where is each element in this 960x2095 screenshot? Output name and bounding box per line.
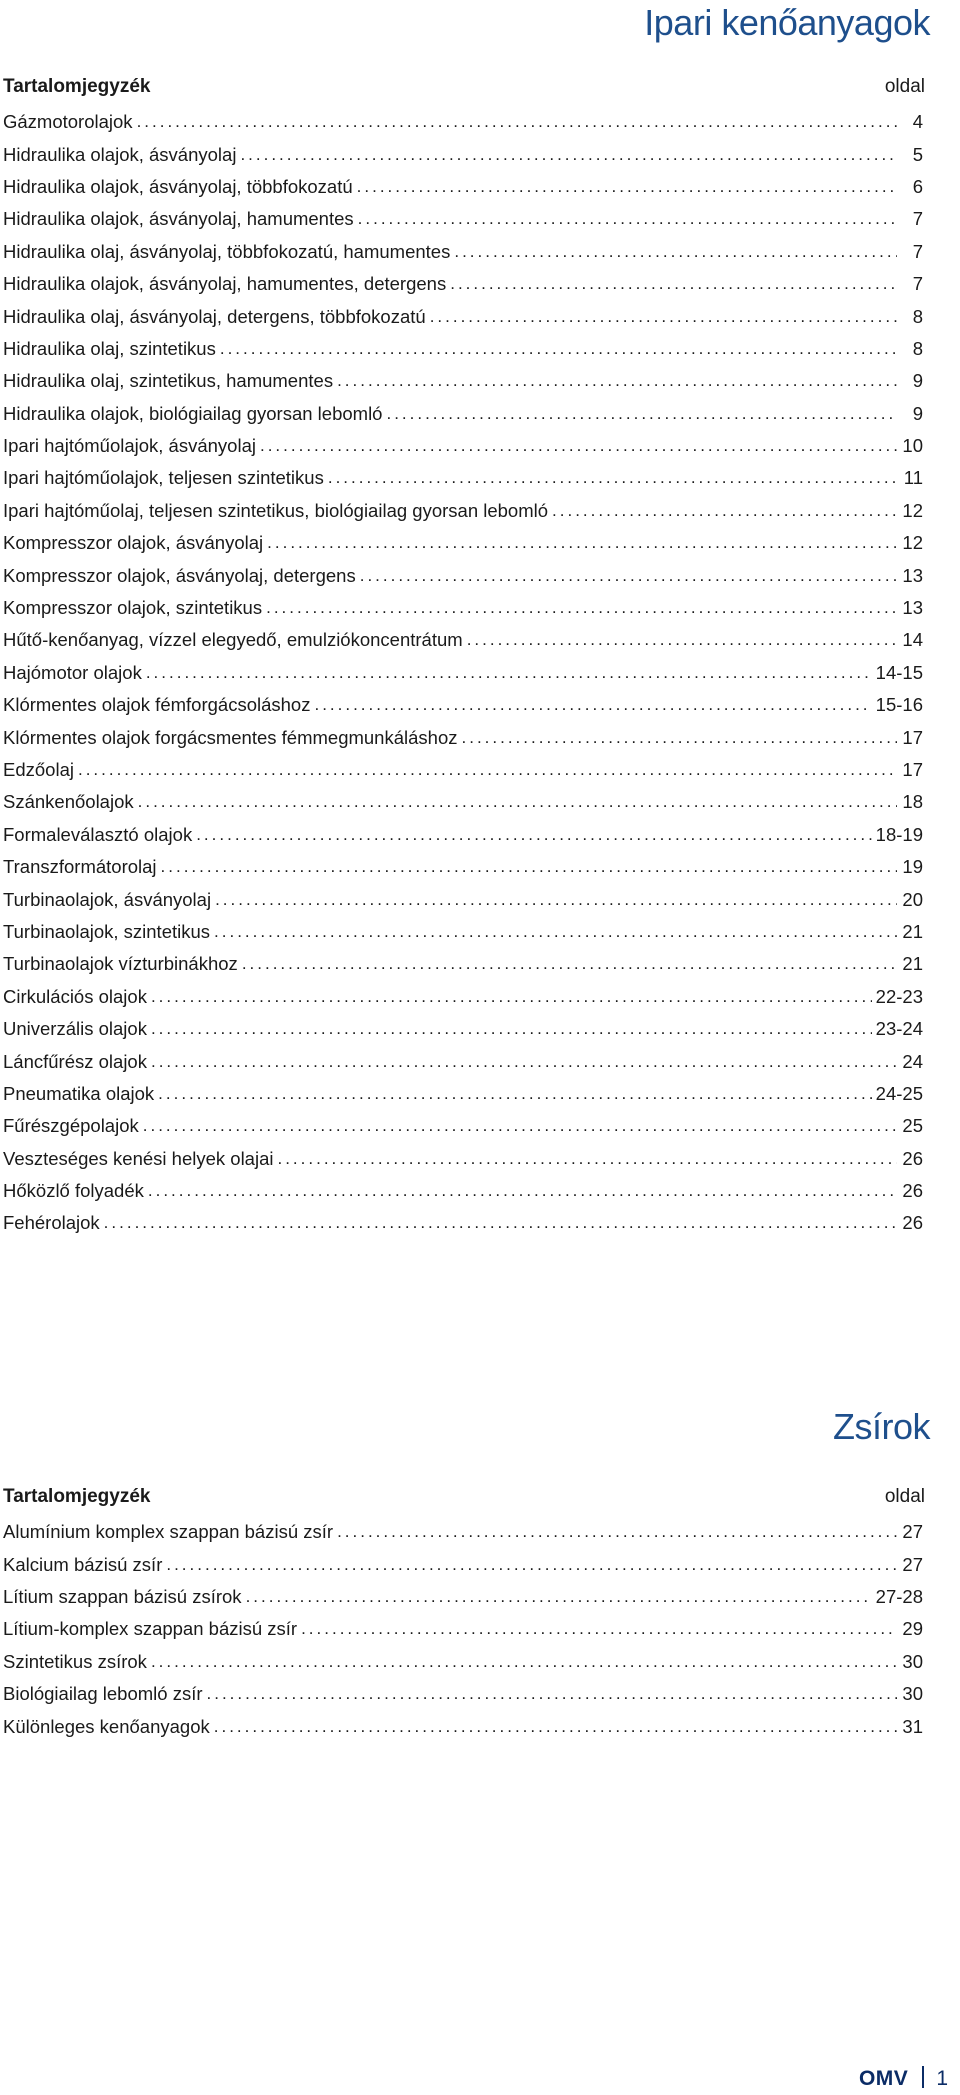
toc-entry-title: Cirkulációs olajok [3, 985, 147, 1007]
page-number: 1 [936, 2067, 948, 2090]
toc-entry[interactable] [3, 559, 923, 591]
toc-entry-title: Turbinaolajok vízturbinákhoz [3, 953, 238, 975]
toc-entry-page: 4 [912, 111, 923, 133]
toc-entry[interactable] [3, 203, 923, 235]
toc-entry-page: 17 [902, 759, 923, 780]
toc-entry[interactable] [3, 883, 923, 915]
toc-entry[interactable] [3, 300, 923, 332]
toc-entry-title: Hajómotor olajok [3, 661, 142, 683]
toc-entry-page: 11 [903, 467, 923, 489]
toc-entry-page: 10 [902, 435, 923, 457]
toc-entry-title: Hidraulika olaj, ásványolaj, többfokozatú, hamumentes [3, 240, 451, 262]
toc-entry-page: 8 [912, 337, 923, 359]
toc-entry[interactable] [3, 1710, 923, 1742]
toc-entry-title: Fűrészgépolajok [3, 1115, 139, 1137]
toc-entry-title: Klórmentes olajok fémforgácsoláshoz [3, 694, 311, 716]
dot-leader [146, 663, 872, 683]
toc-entry-title: Hidraulika olajok, ásványolaj, hamumentes, detergens [3, 273, 447, 295]
toc-entry-title: Különleges kenőanyagok [3, 1715, 210, 1737]
toc-entry-title: Láncfűrész olajok [3, 1050, 147, 1072]
toc-entry[interactable] [3, 171, 923, 203]
toc-entry[interactable] [3, 333, 923, 365]
toc-entry[interactable] [3, 851, 923, 883]
toc-entry[interactable] [3, 1678, 923, 1710]
toc-entry[interactable] [3, 398, 923, 430]
toc-entry-title: Lítium szappan bázisú zsírok [3, 1585, 242, 1607]
dot-leader [104, 1213, 897, 1233]
toc-entry[interactable] [3, 624, 923, 656]
toc-entry-page: 13 [902, 564, 923, 586]
toc-entry-title: Klórmentes olajok forgácsmentes fémmegmunkáláshoz [3, 726, 458, 748]
toc-entry-title: Kompresszor olajok, ásványolaj, detergens [3, 564, 356, 586]
toc-entry-title: Turbinaolajok, szintetikus [3, 920, 211, 942]
toc-entry[interactable] [3, 754, 923, 786]
dot-leader [430, 307, 897, 327]
toc-entry-page: 30 [902, 1683, 923, 1705]
toc-entry-title: Hidraulika olajok, ásványolaj, hamumentes [3, 208, 354, 230]
dot-leader [207, 1684, 898, 1704]
dot-leader [467, 630, 897, 650]
toc-entry-title: Biológiailag lebomló zsír [3, 1683, 203, 1705]
toc-entry-page: 26 [902, 1212, 923, 1234]
dot-leader [242, 954, 897, 974]
toc-entry-title: Fehérolajok [3, 1212, 100, 1234]
dot-leader [214, 1717, 897, 1737]
toc-entry[interactable] [3, 1175, 923, 1207]
dot-leader [337, 371, 897, 391]
toc-header [3, 1486, 925, 1508]
section-title-industrial-lubricants: Ipari kenőanyagok [644, 2, 930, 43]
toc-entry-title: Hidraulika olajok, ásványolaj [3, 143, 237, 165]
dot-leader [360, 566, 897, 586]
toc-entry-page: 8 [912, 305, 923, 327]
toc-entry-title: Veszteséges kenési helyek olajai [3, 1147, 274, 1169]
dot-leader [196, 825, 871, 845]
toc-entry-page: 9 [912, 402, 923, 424]
toc-entry[interactable] [3, 430, 923, 462]
dot-leader [450, 274, 897, 294]
page-footer [859, 2063, 948, 2091]
toc-entry-title: Hidraulika olaj, szintetikus [3, 337, 216, 359]
toc-label: Tartalomjegyzék [3, 1486, 151, 1507]
toc-entry-title: Kompresszor olajok, ásványolaj [3, 532, 264, 554]
toc-entry-title: Hűtő-kenőanyag, vízzel elegyedő, emulziókoncentrátum [3, 629, 463, 651]
toc-entry-page: 21 [902, 953, 923, 975]
dot-leader [328, 468, 897, 488]
toc-entry-title: Gázmotorolajok [3, 111, 133, 133]
toc-entry-title: Hidraulika olaj, ásványolaj, detergens, többfokozatú [3, 305, 426, 327]
toc-entry-title: Hőközlő folyadék [3, 1180, 144, 1202]
toc-entry[interactable] [3, 1110, 923, 1142]
toc-entry-page: 30 [902, 1650, 923, 1672]
toc-entry-page: 31 [902, 1715, 923, 1737]
toc-entry-title: Formaleválasztó olajok [3, 823, 193, 845]
dot-leader [337, 1522, 897, 1542]
toc-entry-title: Szintetikus zsírok [3, 1650, 147, 1672]
toc-entry-page: 5 [912, 143, 923, 165]
toc-entry-page: 14 [902, 629, 923, 651]
toc-entry-page: 15-16 [875, 694, 923, 716]
toc-entry-title: Transzformátorolaj [3, 856, 157, 878]
toc-entry-title: Lítium-komplex szappan bázisú zsír [3, 1618, 298, 1640]
toc-entry[interactable] [3, 819, 923, 851]
toc-entry[interactable] [3, 236, 923, 268]
toc-entry-page: 27 [902, 1553, 923, 1575]
dot-leader [552, 501, 897, 521]
toc-entry-page: 13 [902, 597, 923, 619]
toc-entry-page: 29 [902, 1618, 923, 1640]
toc-entry-page: 25 [902, 1115, 923, 1137]
toc-entry-page: 20 [902, 888, 923, 910]
page-column-label: oldal [884, 1486, 925, 1507]
dot-leader [267, 533, 897, 553]
toc-entry[interactable] [3, 527, 923, 559]
toc-entry[interactable] [3, 495, 923, 527]
toc-entry[interactable] [3, 106, 923, 138]
toc-entry-page: 12 [902, 532, 923, 554]
toc-entry-page: 26 [902, 1180, 923, 1202]
toc-entry-page: 9 [912, 370, 923, 392]
toc-entry-title: Ipari hajtóműolajok, ásványolaj [3, 435, 256, 457]
toc-entry[interactable] [3, 365, 923, 397]
dot-leader [214, 922, 897, 942]
dot-leader [78, 760, 897, 780]
toc-entry-title: Hidraulika olajok, biológiailag gyorsan lebomló [3, 402, 383, 424]
toc-entry[interactable] [3, 657, 923, 689]
dot-leader [151, 987, 872, 1007]
dot-leader [143, 1116, 897, 1136]
dot-leader [215, 890, 897, 910]
dot-leader [277, 1149, 897, 1169]
dot-leader [358, 209, 897, 229]
page-column-label: oldal [884, 76, 925, 97]
toc-entry[interactable] [3, 138, 923, 170]
toc-entry[interactable] [3, 786, 923, 818]
toc-entry[interactable] [3, 1143, 923, 1175]
section-title-greases: Zsírok [832, 1406, 930, 1447]
toc-entry-page: 18 [902, 791, 923, 813]
toc-entry-page: 17 [902, 726, 923, 748]
toc-entry-page: 24-25 [875, 1082, 923, 1104]
toc-entry-page: 7 [912, 240, 923, 262]
dot-leader [158, 1084, 872, 1104]
toc-entry-title: Ipari hajtóműolajok, teljesen szintetikus [3, 467, 324, 489]
toc-entry-page: 14-15 [875, 661, 923, 683]
toc-entry-title: Edzőolaj [3, 759, 74, 780]
toc-entry-title: Alumínium komplex szappan bázisú zsír [3, 1521, 334, 1543]
toc-entry-page: 27-28 [875, 1585, 923, 1607]
dot-leader [151, 1052, 897, 1072]
dot-leader [260, 436, 897, 456]
toc-entry[interactable] [3, 1207, 923, 1239]
toc-entry-title: Univerzális olajok [3, 1018, 147, 1040]
toc-entry-title: Turbinaolajok, ásványolaj [3, 888, 212, 910]
dot-leader [246, 1587, 872, 1607]
toc-entry-page: 6 [912, 175, 923, 197]
dot-leader [220, 339, 897, 359]
toc-entry-page: 24 [902, 1050, 923, 1072]
dot-leader [301, 1619, 897, 1639]
toc-entry-page: 7 [912, 273, 923, 295]
toc-entry[interactable] [3, 948, 923, 980]
toc-entry-page: 27 [902, 1521, 923, 1543]
toc-entry[interactable] [3, 1078, 923, 1110]
dot-leader [266, 598, 897, 618]
toc-entry[interactable] [3, 1013, 923, 1045]
toc-list-greases [3, 1516, 923, 1743]
dot-leader [151, 1019, 872, 1039]
footer-divider [922, 2066, 924, 2088]
toc-entry[interactable] [3, 1045, 923, 1077]
toc-list-industrial-lubricants [3, 106, 923, 1240]
toc-entry[interactable] [3, 981, 923, 1013]
toc-entry[interactable] [3, 916, 923, 948]
toc-entry[interactable] [3, 462, 923, 494]
toc-entry-title: Hidraulika olajok, ásványolaj, többfokozatú [3, 175, 353, 197]
dot-leader [240, 145, 897, 165]
dot-leader [454, 242, 897, 262]
toc-header [3, 76, 925, 98]
dot-leader [386, 404, 897, 424]
dot-leader [161, 857, 897, 877]
toc-entry[interactable] [3, 1516, 923, 1548]
toc-entry-page: 18-19 [875, 823, 923, 845]
dot-leader [151, 1652, 897, 1672]
toc-entry-page: 21 [902, 920, 923, 942]
omv-logo: OMV [858, 2067, 909, 2090]
toc-entry[interactable] [3, 1548, 923, 1580]
toc-entry[interactable] [3, 1581, 923, 1613]
dot-leader [357, 177, 897, 197]
toc-entry-title: Szánkenőolajok [3, 791, 134, 813]
dot-leader [462, 728, 898, 748]
dot-leader [148, 1181, 897, 1201]
toc-entry-title: Kalcium bázisú zsír [3, 1553, 163, 1575]
toc-entry-title: Hidraulika olaj, szintetikus, hamumentes [3, 370, 334, 392]
toc-entry-page: 26 [902, 1147, 923, 1169]
toc-entry-page: 22-23 [875, 985, 923, 1007]
toc-entry-title: Kompresszor olajok, szintetikus [3, 597, 263, 619]
toc-label: Tartalomjegyzék [3, 76, 151, 97]
toc-entry-title: Pneumatika olajok [3, 1082, 155, 1104]
toc-entry[interactable] [3, 689, 923, 721]
dot-leader [137, 112, 897, 132]
toc-entry-title: Ipari hajtóműolaj, teljesen szintetikus, biológiailag gyorsan lebomló [3, 499, 549, 521]
toc-entry-page: 12 [902, 499, 923, 521]
toc-entry-page: 7 [912, 208, 923, 230]
dot-leader [314, 695, 871, 715]
dot-leader [138, 792, 897, 812]
toc-entry[interactable] [3, 721, 923, 753]
toc-entry-page: 23-24 [875, 1018, 923, 1040]
toc-entry[interactable] [3, 1613, 923, 1645]
dot-leader [166, 1555, 897, 1575]
toc-entry[interactable] [3, 268, 923, 300]
toc-entry[interactable] [3, 1646, 923, 1678]
toc-entry-page: 19 [902, 856, 923, 878]
toc-entry[interactable] [3, 592, 923, 624]
